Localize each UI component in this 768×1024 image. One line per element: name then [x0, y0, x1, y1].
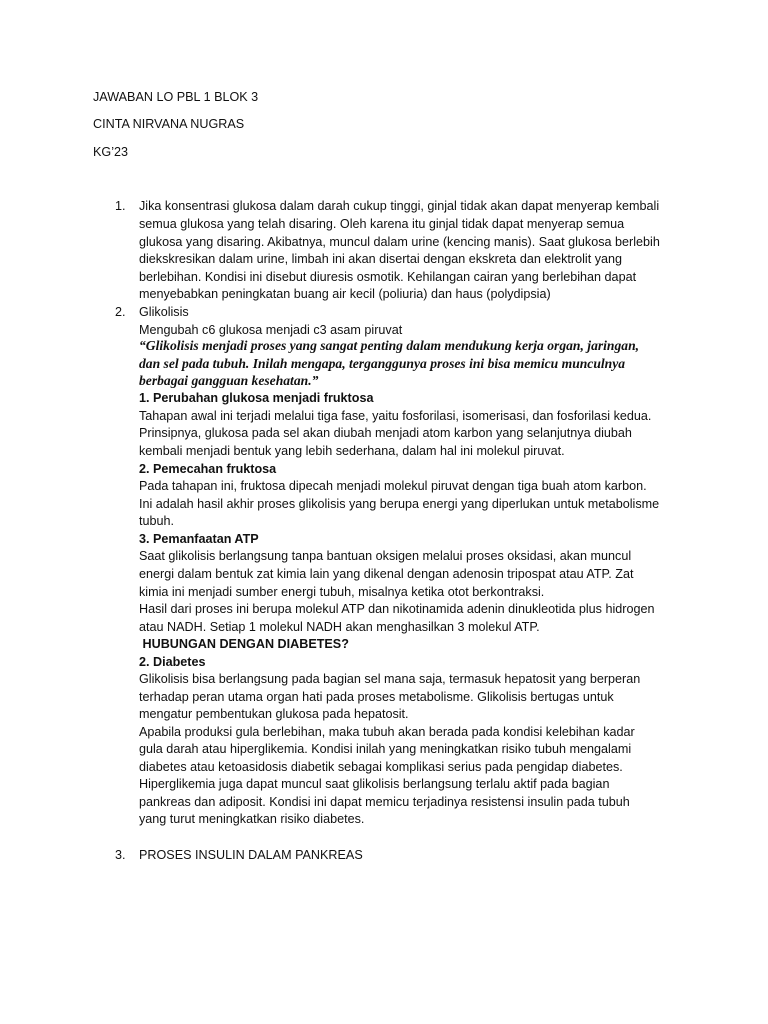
- class-label: KG’23: [93, 145, 129, 159]
- section-line: atau NADH. Setiap 1 molekul NADH akan menghasilkan 3 molekul ATP.: [139, 620, 540, 634]
- diabetes-relation-heading: HUBUNGAN DENGAN DIABETES?: [139, 637, 349, 651]
- section-line: mengatur pembentukan glukosa pada hepatosit.: [139, 707, 409, 721]
- quote-line: “Glikolisis menjadi proses yang sangat penting dalam mendukung kerja organ, jaringan,: [139, 338, 640, 353]
- section-line: Saat glikolisis berlangsung tanpa bantuan oksigen melalui proses oksidasi, akan muncul: [139, 549, 632, 563]
- section-line: Tahapan awal ini terjadi melalui tiga fase, yaitu fosforilasi, isomerisasi, dan fosforilasi kedua.: [139, 409, 652, 423]
- section-line: pankreas dan adiposit. Kondisi ini dapat memicu terjadinya resistensi insulin pada tubuh: [139, 795, 630, 809]
- document-title: JAWABAN LO PBL 1 BLOK 3: [93, 90, 259, 104]
- section-heading: 1. Perubahan glukosa menjadi fruktosa: [139, 391, 374, 405]
- item-number: 2.: [115, 305, 126, 319]
- section-line: Prinsipnya, glukosa pada sel akan diubah menjadi atom karbon yang selanjutnya diubah: [139, 426, 632, 440]
- section-line: terhadap peran utama organ hati pada proses metabolisme. Glikolisis bertugas untuk: [139, 690, 614, 704]
- item1-line: glukosa yang disaring. Akibatnya, muncul dalam urine (kencing manis). Saat glukosa berlebih: [139, 235, 660, 249]
- section-line: diabetes atau ketoasidosis diabetik sebagai komplikasi serius pada pengidap diabetes.: [139, 760, 623, 774]
- section-line: kembali menjadi bentuk yang lebih sederhana, dalam hal ini molekul piruvat.: [139, 444, 565, 458]
- section-line: Hiperglikemia juga dapat muncul saat glikolisis berlangsung terlalu aktif pada bagian: [139, 777, 610, 791]
- section-line: yang turut meningkatkan risiko diabetes.: [139, 812, 365, 826]
- section-line: Glikolisis bisa berlangsung pada bagian sel mana saja, termasuk hepatosit yang berperan: [139, 672, 641, 686]
- item2-subtitle: Mengubah c6 glukosa menjadi c3 asam piruvat: [139, 323, 403, 337]
- author-name: CINTA NIRVANA NUGRAS: [93, 117, 245, 131]
- item3-title: PROSES INSULIN DALAM PANKREAS: [139, 848, 363, 862]
- item1-line: diekskresikan dalam urine, limbah ini akan disertai dengan ekskreta dan elektrolit yang: [139, 252, 623, 266]
- item-number: 3.: [115, 848, 126, 862]
- section-line: tubuh.: [139, 514, 175, 528]
- section-line: kimia ini menjadi sumber energi tubuh, misalnya ketika otot berkontraksi.: [139, 585, 545, 599]
- quote-line: dan sel pada tubuh. Inilah mengapa, terganggunya proses ini bisa memicu munculnya: [139, 356, 626, 371]
- quote-line: berbagai gangguan kesehatan.”: [139, 373, 319, 388]
- section-line: energi dalam bentuk zat kimia lain yang dikenal dengan adenosin tripospat atau ATP. Zat: [139, 567, 634, 581]
- item1-line: berlebihan. Kondisi ini disebut diuresis osmotik. Kehilangan cairan yang berlebihan dapat: [139, 270, 637, 284]
- item1-line: Jika konsentrasi glukosa dalam darah cukup tinggi, ginjal tidak akan dapat menyerap kembali: [139, 199, 660, 213]
- section-line: Apabila produksi gula berlebihan, maka tubuh akan berada pada kondisi kelebihan kadar: [139, 725, 635, 739]
- item1-line: semua glukosa yang telah disaring. Oleh karena itu ginjal tidak dapat menyerap semua: [139, 217, 625, 231]
- section-line: Pada tahapan ini, fruktosa dipecah menjadi molekul piruvat dengan tiga buah atom karbon.: [139, 479, 647, 493]
- section-heading: 2. Diabetes: [139, 655, 206, 669]
- section-heading: 2. Pemecahan fruktosa: [139, 462, 277, 476]
- section-line: Ini adalah hasil akhir proses glikolisis yang berupa energi yang diperlukan untuk metabolisme: [139, 497, 660, 511]
- section-heading: 3. Pemanfaatan ATP: [139, 532, 259, 546]
- item-number: 1.: [115, 199, 126, 213]
- item1-line: menyebabkan peningkatan buang air kecil (poliuria) dan haus (polydipsia): [139, 287, 551, 301]
- item2-title: Glikolisis: [139, 305, 189, 319]
- section-line: Hasil dari proses ini berupa molekul ATP dan nikotinamida adenin dinukleotida plus hidrogen: [139, 602, 655, 616]
- section-line: gula darah atau hiperglikemia. Kondisi inilah yang meningkatkan risiko tubuh mengalami: [139, 742, 632, 756]
